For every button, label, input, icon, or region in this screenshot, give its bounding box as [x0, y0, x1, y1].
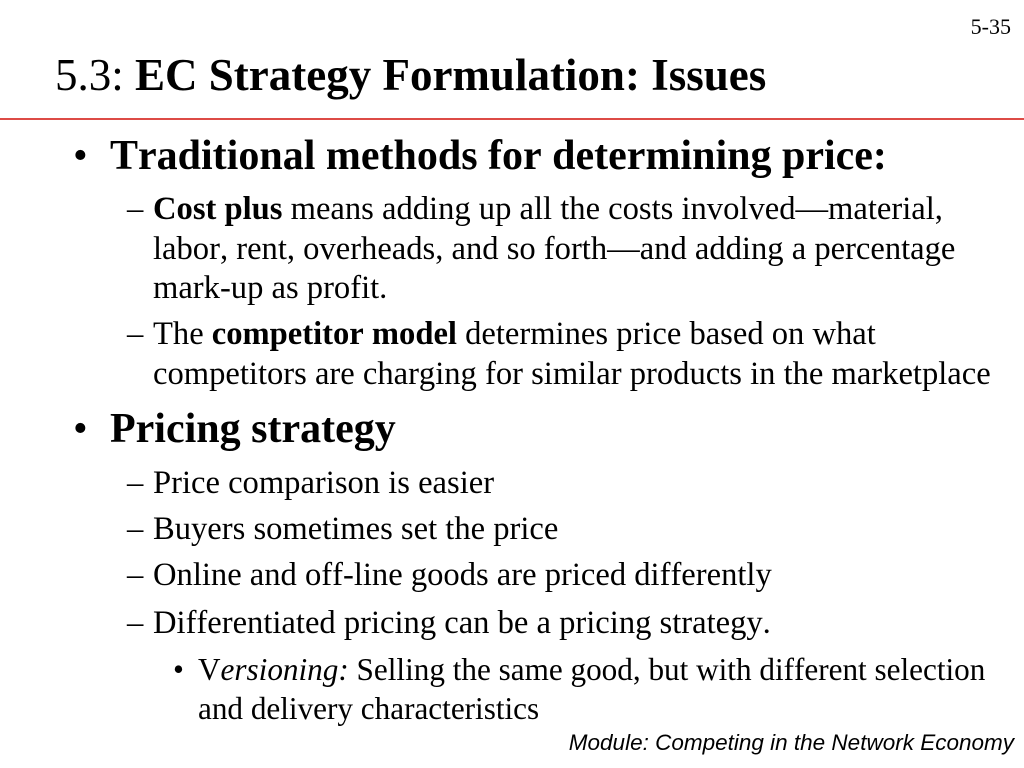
term-description: means adding up all the costs involved—material, labor, rent, overheads, and so forth—and adding a percentage mark-up as profit.	[153, 191, 956, 306]
dash-marker: –	[127, 316, 144, 352]
sub-bullet-text: Buyers sometimes set the price	[153, 511, 559, 547]
term-initial: V	[198, 652, 221, 687]
sub-sub-bullet-text	[198, 650, 1008, 728]
title-divider	[0, 118, 1024, 120]
key-term: ersioning:	[220, 652, 349, 687]
bullet-marker: •	[173, 652, 184, 687]
key-term: Cost plus	[153, 191, 283, 227]
dash-marker: –	[127, 465, 144, 501]
sub-bullet-text: Online and off-line goods are priced differently	[153, 557, 772, 593]
title-main: EC Strategy Formulation: Issues	[135, 50, 767, 100]
footer-module-label: Module: Competing in the Network Economy	[568, 730, 1014, 755]
sub-bullet-text: Price comparison is easier	[153, 465, 495, 501]
dash-marker: –	[127, 605, 144, 641]
sub-bullet-text	[153, 315, 1009, 394]
term-description: Selling the same good, but with different selection and delivery characteristics	[198, 652, 986, 726]
term-description: determines price based on what competitors are charging for similar products in the marketplace	[153, 316, 991, 392]
key-term: competitor model	[211, 316, 457, 352]
bullet-marker: •	[73, 133, 88, 179]
bullet-marker: •	[73, 406, 88, 452]
bullet-text: Pricing strategy	[110, 406, 396, 452]
sub-bullet-text: Differentiated pricing can be a pricing strategy.	[153, 605, 771, 641]
bullet-text: Traditional methods for determining price:	[110, 133, 887, 179]
dash-marker: –	[127, 511, 144, 547]
slide-title	[55, 48, 995, 102]
sub-bullet-text	[153, 190, 1009, 309]
dash-marker: –	[127, 191, 144, 227]
page-number: 5-35	[970, 14, 1011, 39]
dash-marker: –	[127, 557, 144, 593]
title-prefix: 5.3:	[55, 50, 136, 100]
lead-in: The	[153, 316, 212, 352]
